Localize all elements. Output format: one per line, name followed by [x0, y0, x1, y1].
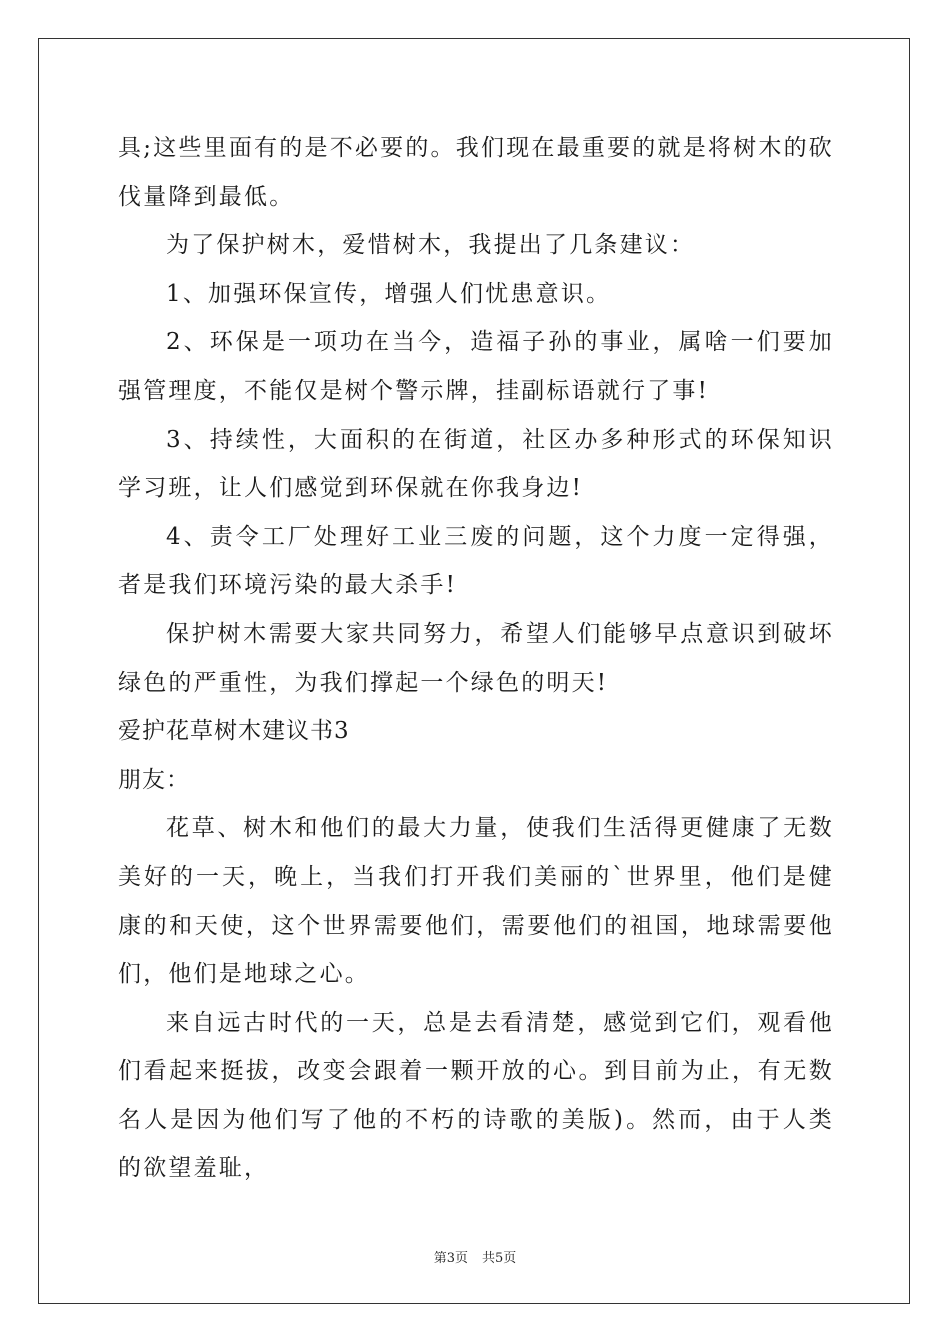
list-item: 4、责令工厂处理好工业三废的问题，这个力度一定得强，者是我们环境污染的最大杀手! [118, 523, 834, 599]
salutation: 朋友： [118, 766, 190, 793]
page-total: 共5页 [482, 1251, 517, 1266]
page-footer [0, 1247, 950, 1266]
paragraph: 花草、树木和他们的最大力量，使我们生活得更健康了无数美好的一天，晚上，当我们打开我们美丽的`世界里，他们是健康的和天使，这个世界需要他们，需要他们的祖国，地球需要他们，他们是地球之心。 [118, 815, 834, 988]
document-body [118, 124, 834, 1193]
paragraph: 具;这些里面有的是不必要的。我们现在最重要的就是将树木的砍伐量降到最低。 [118, 135, 834, 210]
list-item: 2、环保是一项功在当今，造福子孙的事业，属啥一们要加强管理度，不能仅是树个警示牌，挂副标语就行了事! [118, 329, 834, 404]
list-item: 3、持续性，大面积的在街道，社区办多种形式的环保知识学习班，让人们感觉到环保就在你我身边! [118, 426, 834, 502]
page-number: 第3页 [433, 1251, 468, 1266]
paragraph: 保护树木需要大家共同努力，希望人们能够早点意识到破坏绿色的严重性，为我们撑起一个绿色的明天! [118, 620, 834, 696]
section-title: 爱护花草树木建议书3 [118, 718, 350, 745]
paragraph: 为了保护树木，爱惜树木，我提出了几条建议： [166, 232, 696, 259]
list-item: 1、加强环保宣传，增强人们忧患意识。 [166, 280, 612, 307]
paragraph: 来自远古时代的一天，总是去看清楚，感觉到它们，观看他们看起来挺拔，改变会跟着一颗开放的心。到目前为止，有无数名人是因为他们写了他的不朽的诗歌的美版)。然而，由于人类的欲望羞耻， [118, 1009, 834, 1182]
